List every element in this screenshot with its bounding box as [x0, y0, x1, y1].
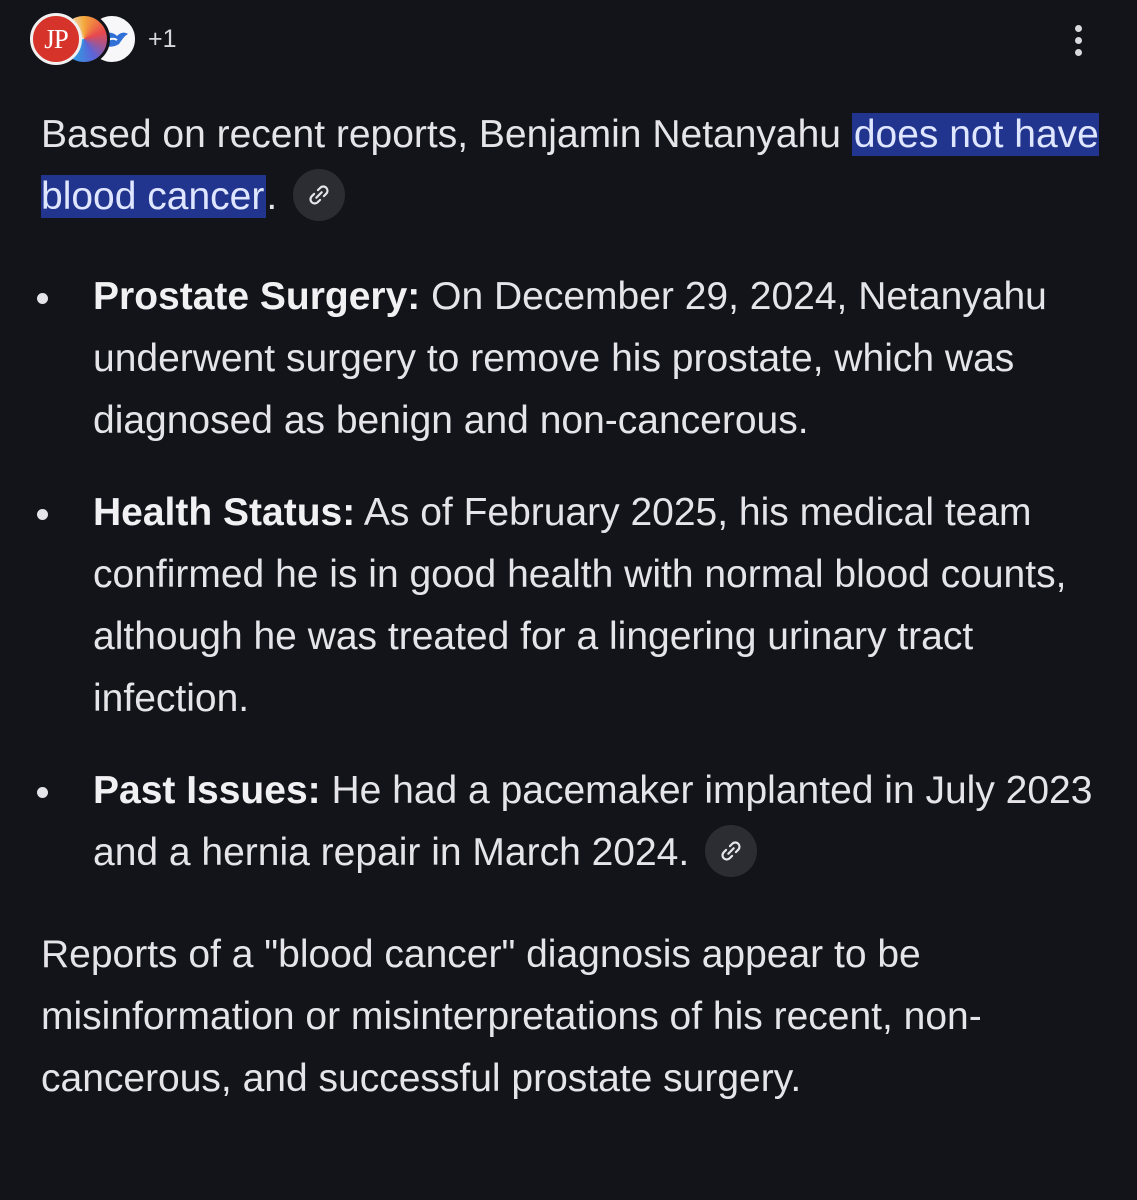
bullet-dot	[37, 509, 48, 520]
top-bar	[0, 0, 1137, 80]
bullet-text: On December 29, 2024, Netanyahu underwent surgery to remove his prostate, which was diagnosed as benign and non-cancerous.	[93, 275, 1047, 442]
source-link-button[interactable]	[293, 169, 345, 221]
highlighted-claim[interactable]: does not have blood cancer	[41, 113, 1099, 218]
source-avatars[interactable]	[30, 12, 177, 66]
source-link-button[interactable]	[705, 825, 757, 877]
more-sources-count: +1	[148, 24, 177, 53]
list-item-prostate-surgery	[41, 266, 1101, 452]
intro-text: Based on recent reports, Benjamin Netanyahu	[41, 113, 852, 156]
bullet-title: Past Issues:	[93, 769, 321, 812]
bullet-text: As of February 2025, his medical team confirmed he is in good health with normal blood counts, although he was treated for a lingering urinary tract infection.	[93, 491, 1067, 720]
bullet-dot	[37, 787, 48, 798]
intro-period: .	[266, 175, 278, 218]
bullet-dot	[37, 293, 48, 304]
closing-paragraph: Reports of a "blood cancer" diagnosis appear to be misinformation or misinterpretations of his recent, non-cancerous, and successful prostate surgery.	[41, 933, 982, 1100]
list-item-health-status	[41, 482, 1101, 730]
facts-list	[41, 266, 1101, 884]
intro-paragraph	[41, 104, 1101, 228]
jpost-logo-icon	[30, 13, 82, 65]
bullet-text: He had a pacemaker implanted in July 2023 and a hernia repair in March 2024.	[93, 769, 1093, 874]
list-item-past-issues	[41, 760, 1101, 884]
more-vert-icon[interactable]	[1063, 18, 1093, 62]
bullet-title: Health Status:	[93, 491, 356, 534]
jpost-logo-text: JP	[44, 23, 68, 54]
answer-content	[41, 104, 1101, 1110]
link-icon	[718, 838, 744, 864]
bullet-title: Prostate Surgery:	[93, 275, 421, 318]
link-icon	[306, 182, 332, 208]
